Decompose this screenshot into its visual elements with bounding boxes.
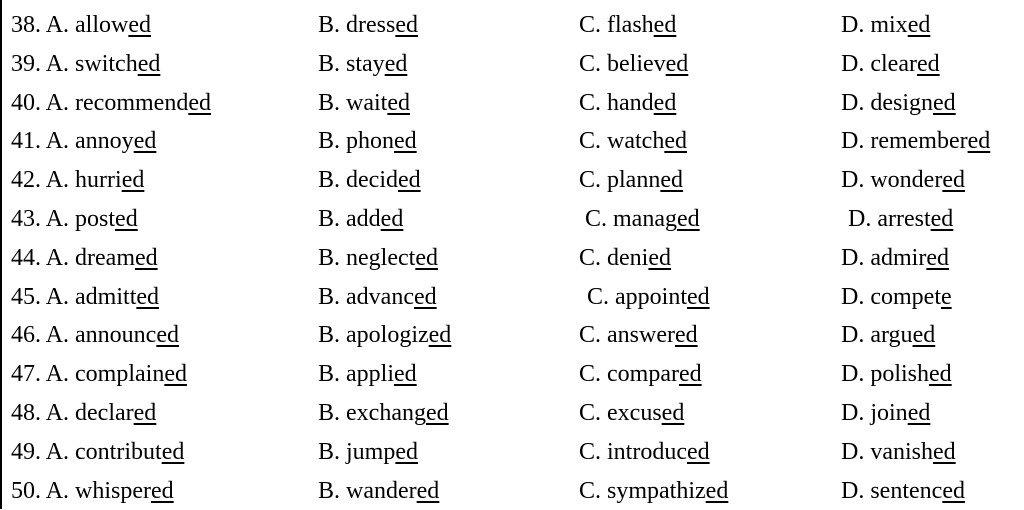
word-stem: remember	[870, 128, 968, 155]
option-letter: D.	[841, 12, 865, 38]
underlined-ending: ed	[416, 477, 440, 504]
underlined-ending: ed	[653, 12, 677, 38]
option-letter: C.	[579, 477, 602, 504]
word-stem: whisper	[75, 477, 152, 504]
option-letter: A.	[45, 205, 70, 232]
word-stem: clear	[870, 50, 917, 77]
option-a	[11, 316, 179, 355]
word-stem: hand	[607, 89, 654, 116]
option-b	[318, 433, 418, 472]
option-d	[841, 316, 935, 355]
underlined-ending: ed	[930, 205, 954, 232]
option-letter: A.	[45, 322, 70, 349]
underlined-ending: ed	[413, 283, 437, 310]
word-stem: allow	[75, 12, 129, 38]
option-letter: D.	[841, 361, 865, 388]
option-c	[587, 278, 710, 317]
underlined-ending: ed	[395, 438, 419, 465]
underlined-ending: ed	[665, 50, 689, 77]
option-letter: B.	[318, 12, 341, 38]
underlined-ending: ed	[933, 438, 956, 465]
option-letter: C.	[579, 167, 602, 194]
word-stem: exchang	[346, 399, 426, 426]
question-number: 38.	[11, 12, 41, 38]
option-a	[11, 45, 160, 84]
option-letter: C.	[579, 361, 602, 388]
option-letter: B.	[318, 205, 341, 232]
underlined-ending: ed	[933, 89, 956, 116]
option-b	[318, 316, 451, 355]
option-b	[318, 355, 417, 394]
question-number: 48.	[11, 399, 41, 426]
underlined-ending: ed	[967, 128, 991, 155]
option-d	[841, 122, 990, 161]
word-stem: introduc	[607, 438, 687, 465]
option-c	[579, 472, 728, 510]
option-letter: C.	[579, 89, 602, 116]
underlined-ending: ed	[942, 167, 965, 194]
word-stem: join	[870, 399, 908, 426]
option-letter: B.	[318, 399, 341, 426]
question-row	[0, 161, 1024, 200]
option-d	[841, 161, 965, 200]
word-stem: phon	[346, 128, 395, 155]
option-letter: B.	[318, 167, 341, 194]
option-d	[841, 433, 956, 472]
word-stem: annoy	[75, 128, 134, 155]
question-row	[0, 239, 1024, 278]
option-c	[579, 84, 676, 123]
underlined-ending: ed	[677, 205, 700, 232]
underlined-ending: ed	[942, 477, 965, 504]
word-stem: appli	[346, 361, 395, 388]
option-d	[841, 239, 949, 278]
word-stem: announc	[75, 322, 157, 349]
question-row	[0, 472, 1024, 510]
underlined-ending: ed	[133, 128, 157, 155]
option-a	[11, 355, 187, 394]
option-a	[11, 433, 184, 472]
word-stem: complain	[75, 361, 165, 388]
question-number: 49.	[11, 438, 41, 465]
word-stem: vanish	[870, 438, 934, 465]
option-a	[11, 472, 174, 510]
option-letter: B.	[318, 50, 341, 77]
option-b	[318, 161, 421, 200]
underlined-ending: ed	[156, 322, 179, 349]
underlined-ending: ed	[907, 399, 931, 426]
word-stem: admir	[870, 244, 927, 271]
option-d	[841, 278, 952, 317]
underlined-ending: ed	[912, 322, 936, 349]
word-stem: switch	[75, 50, 138, 77]
word-stem: appoint	[615, 283, 688, 310]
underlined-ending: ed	[916, 50, 940, 77]
option-b	[318, 6, 418, 45]
question-sheet	[0, 6, 1024, 509]
word-stem: contribut	[75, 438, 162, 465]
option-letter: C.	[587, 283, 610, 310]
word-stem: stay	[346, 50, 385, 77]
underlined-ending: ed	[929, 361, 952, 388]
question-number: 40.	[11, 89, 41, 116]
underlined-ending: ed	[133, 399, 157, 426]
underlined-ending: ed	[384, 50, 408, 77]
word-stem: manag	[613, 205, 677, 232]
option-letter: A.	[45, 477, 70, 504]
underlined-ending: ed	[705, 477, 729, 504]
option-letter: D.	[841, 399, 865, 426]
word-stem: declar	[75, 399, 134, 426]
option-b	[318, 45, 407, 84]
word-stem: jump	[346, 438, 396, 465]
underlined-ending: ed	[121, 167, 145, 194]
word-stem: advanc	[346, 283, 414, 310]
underlined-ending: ed	[394, 128, 417, 155]
option-letter: D.	[841, 50, 865, 77]
option-letter: D.	[841, 438, 865, 465]
option-letter: A.	[45, 399, 70, 426]
question-number: 39.	[11, 50, 41, 77]
word-stem: apologiz	[346, 322, 429, 349]
underlined-ending: ed	[687, 283, 710, 310]
word-stem: mix	[870, 12, 908, 38]
question-row	[0, 200, 1024, 239]
underlined-ending: ed	[678, 361, 702, 388]
option-b	[318, 278, 437, 317]
word-stem: sympathiz	[607, 477, 706, 504]
option-d	[841, 355, 952, 394]
option-letter: C.	[579, 438, 602, 465]
underlined-ending: ed	[674, 322, 698, 349]
option-letter: A.	[45, 167, 70, 194]
option-letter: A.	[45, 361, 70, 388]
option-c	[579, 394, 684, 433]
underlined-ending: ed	[648, 244, 671, 271]
underlined-ending: ed	[395, 12, 418, 38]
option-c	[579, 45, 688, 84]
question-row	[0, 394, 1024, 433]
word-stem: neglect	[346, 244, 416, 271]
underlined-ending: ed	[687, 438, 710, 465]
underlined-ending: ed	[425, 399, 449, 426]
option-letter: A.	[45, 438, 70, 465]
question-number: 42.	[11, 167, 41, 194]
question-number: 50.	[11, 477, 41, 504]
option-a	[11, 278, 159, 317]
word-stem: flash	[607, 12, 654, 38]
option-letter: B.	[318, 89, 341, 116]
option-letter: C.	[579, 399, 602, 426]
option-letter: D.	[841, 283, 865, 310]
question-number: 41.	[11, 128, 41, 155]
word-stem: believ	[607, 50, 666, 77]
underlined-ending: ed	[926, 244, 949, 271]
option-b	[318, 200, 403, 239]
word-stem: compet	[870, 283, 941, 310]
option-d	[841, 6, 930, 45]
underlined-ending: ed	[128, 12, 152, 38]
question-number: 43.	[11, 205, 41, 232]
option-letter: B.	[318, 283, 341, 310]
underlined-ending: ed	[415, 244, 438, 271]
word-stem: dress	[346, 12, 396, 38]
option-letter: A.	[45, 283, 70, 310]
option-a	[11, 6, 151, 45]
option-a	[11, 161, 144, 200]
option-letter: C.	[579, 50, 602, 77]
underlined-ending: ed	[664, 128, 687, 155]
option-letter: B.	[318, 244, 341, 271]
option-letter: A.	[45, 244, 70, 271]
question-row	[0, 122, 1024, 161]
word-stem: arrest	[877, 205, 931, 232]
word-stem: recommend	[75, 89, 189, 116]
option-d	[841, 394, 930, 433]
option-letter: C.	[585, 205, 608, 232]
option-a	[11, 122, 156, 161]
underlined-ending: e	[940, 283, 952, 310]
word-stem: post	[75, 205, 116, 232]
option-letter: A.	[45, 128, 70, 155]
option-b	[318, 394, 449, 433]
underlined-ending: ed	[907, 12, 931, 38]
option-letter: B.	[318, 438, 341, 465]
underlined-ending: ed	[137, 50, 161, 77]
question-row	[0, 84, 1024, 123]
question-row	[0, 316, 1024, 355]
question-row	[0, 6, 1024, 45]
word-stem: compar	[607, 361, 679, 388]
option-a	[11, 394, 156, 433]
option-letter: C.	[579, 128, 602, 155]
option-letter: D.	[841, 244, 865, 271]
option-letter: B.	[318, 361, 341, 388]
option-letter: D.	[841, 477, 865, 504]
underlined-ending: ed	[164, 361, 187, 388]
word-stem: sentenc	[870, 477, 943, 504]
word-stem: excus	[607, 399, 662, 426]
option-c	[579, 6, 676, 45]
word-stem: decid	[346, 167, 398, 194]
option-c	[579, 239, 671, 278]
word-stem: admitt	[75, 283, 137, 310]
option-letter: D.	[841, 167, 865, 194]
word-stem: wonder	[870, 167, 943, 194]
option-d	[841, 45, 940, 84]
underlined-ending: ed	[661, 399, 685, 426]
option-letter: A.	[45, 12, 70, 38]
word-stem: wait	[346, 89, 388, 116]
option-letter: D.	[841, 89, 865, 116]
underlined-ending: ed	[398, 167, 421, 194]
word-stem: dream	[75, 244, 135, 271]
option-letter: D.	[841, 128, 865, 155]
underlined-ending: ed	[660, 167, 683, 194]
option-a	[11, 200, 138, 239]
option-letter: C.	[579, 322, 602, 349]
option-letter: D.	[848, 205, 872, 232]
question-row	[0, 433, 1024, 472]
word-stem: argu	[870, 322, 913, 349]
question-number: 45.	[11, 283, 41, 310]
option-d	[841, 472, 965, 510]
option-c	[579, 122, 687, 161]
question-number: 44.	[11, 244, 41, 271]
underlined-ending: ed	[161, 438, 185, 465]
underlined-ending: ed	[380, 205, 404, 232]
option-letter: C.	[579, 12, 602, 38]
option-letter: C.	[579, 244, 602, 271]
underlined-ending: ed	[188, 89, 211, 116]
word-stem: hurri	[75, 167, 122, 194]
underlined-ending: ed	[135, 244, 158, 271]
word-stem: answer	[607, 322, 675, 349]
option-a	[11, 239, 158, 278]
option-c	[579, 161, 683, 200]
word-stem: deni	[607, 244, 649, 271]
option-letter: A.	[45, 50, 70, 77]
option-d	[841, 84, 956, 123]
underlined-ending: ed	[151, 477, 174, 504]
option-letter: B.	[318, 128, 341, 155]
option-b	[318, 239, 438, 278]
option-b	[318, 472, 439, 510]
word-stem: watch	[607, 128, 665, 155]
option-a	[11, 84, 211, 123]
option-letter: A.	[45, 89, 70, 116]
option-c	[579, 316, 698, 355]
underlined-ending: ed	[387, 89, 410, 116]
option-d	[848, 200, 953, 239]
word-stem: plann	[607, 167, 661, 194]
option-b	[318, 84, 410, 123]
option-letter: B.	[318, 477, 341, 504]
question-number: 47.	[11, 361, 41, 388]
underlined-ending: ed	[428, 322, 452, 349]
word-stem: design	[870, 89, 934, 116]
word-stem: wander	[346, 477, 417, 504]
question-number: 46.	[11, 322, 41, 349]
word-stem: add	[346, 205, 381, 232]
underlined-ending: ed	[115, 205, 138, 232]
option-c	[585, 200, 700, 239]
option-c	[579, 355, 702, 394]
question-row	[0, 278, 1024, 317]
underlined-ending: ed	[136, 283, 160, 310]
option-letter: B.	[318, 322, 341, 349]
question-row	[0, 355, 1024, 394]
option-b	[318, 122, 417, 161]
question-row	[0, 45, 1024, 84]
underlined-ending: ed	[394, 361, 417, 388]
option-c	[579, 433, 710, 472]
option-letter: D.	[841, 322, 865, 349]
underlined-ending: ed	[653, 89, 677, 116]
word-stem: polish	[870, 361, 930, 388]
